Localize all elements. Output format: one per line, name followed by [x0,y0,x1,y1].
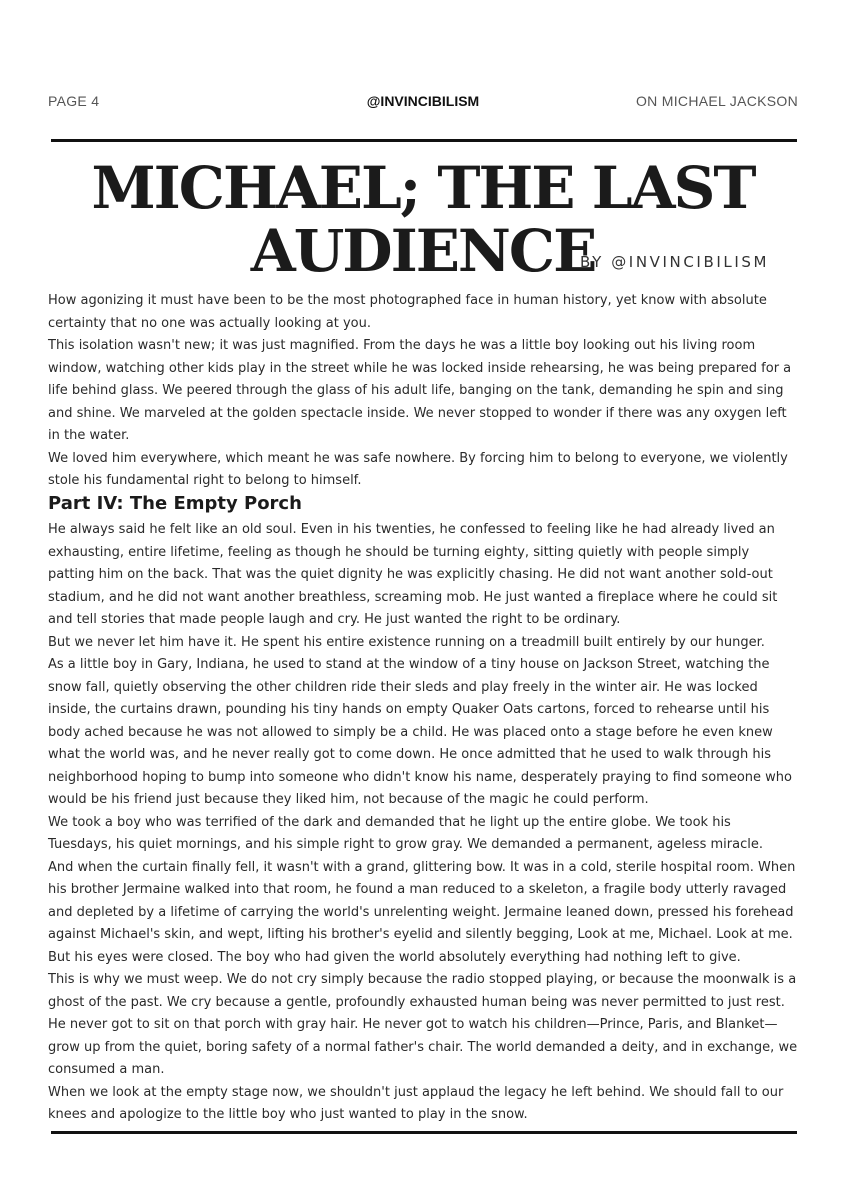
page-number: PAGE 4 [48,93,100,109]
body-paragraph: This is why we must weep. We do not cry simply because the radio stopped playing, or because the moonwalk is a ghost of the past. We cry because a gentle, profoundly exhausted human being was never permitted to just rest. He never got to sit on that porch with gray hair. He never got to watch his children—Prince, Paris, and Blanket—grow up from the quiet, boring safety of a normal father's chair. The world demanded a deity, and in exchange, we consumed a man. [48,972,798,1077]
body-paragraph: But we never let him have it. He spent his entire existence running on a treadmill built entirely by our hunger. [48,634,765,650]
article-title: MICHAEL; THE LAST AUDIENCE [91,154,755,285]
body-paragraph: And when the curtain finally fell, it wasn't with a grand, glittering bow. It was in a cold, sterile hospital room. When his brother Jermaine walked into that room, he found a man reduced to a skeleton, a fragile body utterly ravaged and depleted by a lifetime of carrying the world's unrelenting weight. Jermaine leaned down, pressed his forehead against Michael's skin, and wept, lifting his brother's eyelid and silently begging, Look at me, Michael. Look at me. [48,859,796,942]
body-paragraph: But his eyes were closed. The boy who had given the world absolutely everything had nothing left to give. [48,949,741,965]
section-heading: Part IV: The Empty Porch [48,493,302,514]
body-paragraph: He always said he felt like an old soul. Even in his twenties, he confessed to feeling like he had already lived an exhausting, entire lifetime, feeling as though he should be turning eighty, sitting quietly with people simply patting him on the back. That was the quiet dignity he was explicitly chasing. He did not want another sold-out stadium, and he did not want another breathless, screaming mob. He just wanted a fireplace where he could sit and tell stories that made people laugh and cry. He just wanted the right to be ordinary. [48,522,778,627]
body-paragraph: We took a boy who was terrified of the dark and demanded that he light up the entire globe. We took his Tuesdays, his quiet mornings, and his simple right to grow gray. We demanded a permanent, ageless miracle. [48,814,763,852]
intro-paragraph: This isolation wasn't new; it was just magnified. From the days he was a little boy looking out his living room window, watching other kids play in the street while he was locked inside rehearsing, he was being prepared for a life behind glass. We peered through the glass of his adult life, banging on the tank, demanding he spin and sing and shine. We marveled at the golden spectacle inside. We never stopped to wonder if there was any oxygen left in the water. [48,338,792,443]
series-title: ON MICHAEL JACKSON [635,93,798,109]
byline: BY @INVINCIBILISM [580,253,770,271]
bottom-divider [51,1131,797,1134]
top-divider [51,139,797,142]
intro-paragraph: We loved him everywhere, which meant he was safe nowhere. By forcing him to belong to everyone, we violently stole his fundamental right to belong to himself. [48,450,788,488]
intro-section [48,290,798,493]
body-paragraph: When we look at the empty stage now, we shouldn't just applaud the legacy he left behind. We should fall to our knees and apologize to the little boy who just wanted to play in the snow. [48,1084,784,1122]
body-paragraph: As a little boy in Gary, Indiana, he used to stand at the window of a tiny house on Jackson Street, watching the snow fall, quietly observing the other children ride their sleds and play freely in the winter air. He was locked inside, the curtains drawn, pounding his tiny hands on empty Quaker Oats cartons, forced to rehearse until his body ached because he was not allowed to simply be a child. He was placed onto a stage before he even knew what the world was, and he never really got to come down. He once admitted that he used to walk through his neighborhood hoping to bump into someone who didn't know his name, desperately praying to find someone who would be his friend just because they liked him, not because of the magic he could perform. [48,657,792,807]
page-header [48,93,798,113]
intro-paragraph: How agonizing it must have been to be the most photographed face in human history, yet know with absolute certainty that no one was actually looking at you. [48,293,767,331]
author-handle: @INVINCIBILISM [366,93,480,109]
section-body [48,519,798,1127]
